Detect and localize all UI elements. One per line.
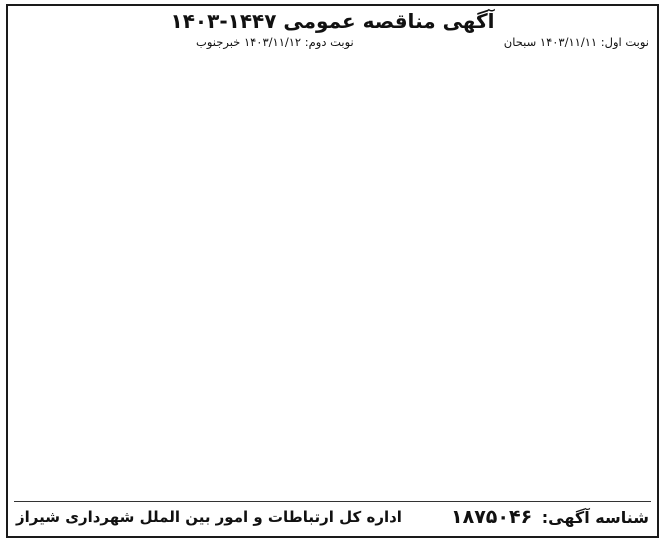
notice-body: [16, 52, 649, 498]
footer-divider: [14, 501, 651, 502]
notice-id: [451, 504, 649, 531]
notice-id-value: ۱۸۷۵۰۴۶: [451, 506, 533, 528]
notice-footer: [16, 504, 649, 530]
notice-title: آگهی مناقصه عمومی ۱۴۴۷-۱۴۰۳: [170, 9, 495, 33]
first-publication-date: نوبت اول: ۱۴۰۳/۱۱/۱۱ سبحان: [503, 35, 649, 49]
tender-notice: [6, 4, 659, 538]
second-publication-date: نوبت دوم: ۱۴۰۳/۱۱/۱۲ خبرجنوب: [196, 35, 354, 49]
publication-dates: [16, 34, 649, 50]
notice-id-label: شناسه آگهی:: [541, 508, 649, 527]
issuing-office: اداره کل ارتباطات و امور بین الملل شهرداری شیراز: [16, 508, 402, 526]
